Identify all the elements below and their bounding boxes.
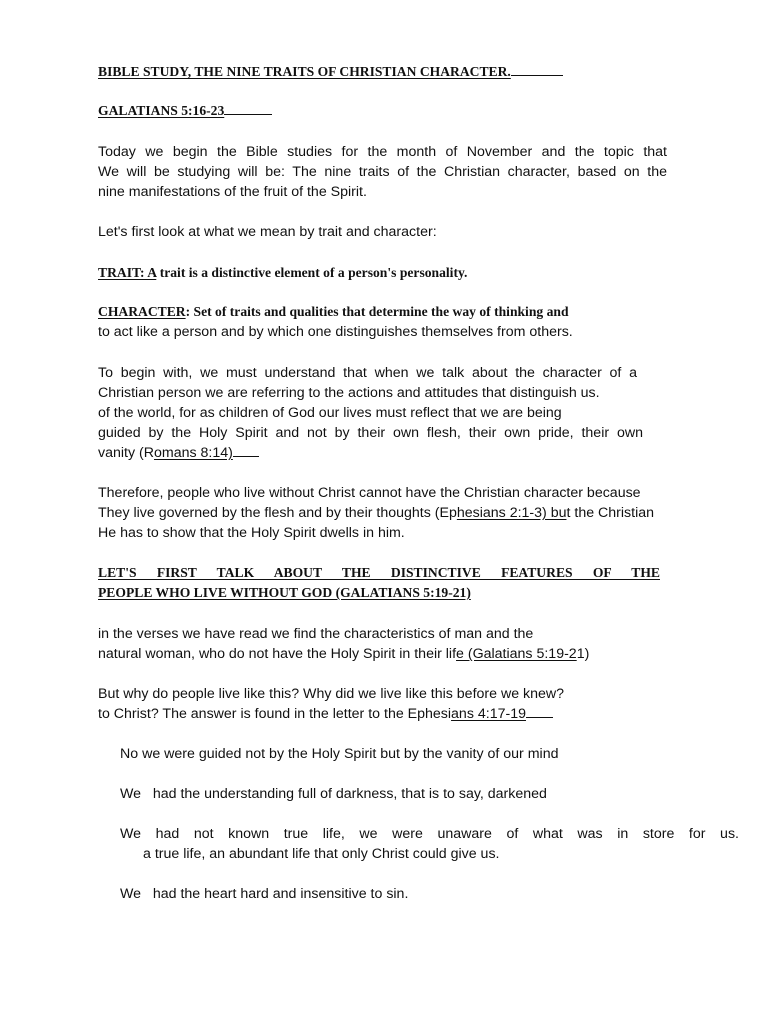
ephesians-2-reference: hesians 2:1-3) bu [456, 505, 567, 521]
point-3-line-1: We had not known true life, we were unaware of what was in store for us. [120, 826, 739, 842]
verses-line-2-post: 1) [576, 646, 590, 662]
point-3-line-2: a true life, an abundant life that only Christ could give us. [143, 846, 500, 862]
trait-definition [98, 263, 467, 283]
therefore-line-2 [98, 503, 654, 523]
begin-line-5-text: vanity (R [98, 445, 154, 461]
features-heading-line-2: PEOPLE WHO LIVE WITHOUT GOD (GALATIANS 5:19-21) [98, 585, 471, 600]
document-title: BIBLE STUDY, THE NINE TRAITS OF CHRISTIAN CHARACTER. [98, 64, 511, 79]
point-1: No we were guided not by the Holy Spirit but by the vanity of our mind [120, 746, 559, 762]
therefore-line-3: He has to show that the Holy Spirit dwells in him. [98, 525, 405, 541]
ephesians-4-reference: ans 4:17-19 [451, 706, 526, 722]
galatians-reference: e (Galatians 5:19-2 [456, 646, 577, 662]
therefore-line-1: Therefore, people who live without Christ cannot have the Christian character because [98, 485, 641, 501]
scripture-reference-line [98, 101, 272, 121]
why-line-2-pre: to Christ? The answer is found in the letter to the Ephesi [98, 706, 452, 722]
therefore-line-2-post: t the Christian [566, 505, 655, 521]
character-definition-text: : Set of traits and qualities that determine the way of thinking and [185, 304, 569, 319]
point-4: We had the heart hard and insensitive to sin. [120, 886, 409, 902]
therefore-line-2-pre: They live governed by the flesh and by their thoughts (Ep [98, 505, 457, 521]
point-2: We had the understanding full of darkness, that is to say, darkened [120, 786, 547, 802]
begin-line-5 [98, 443, 259, 463]
character-definition [98, 302, 569, 322]
intro-line-2: We will be studying will be: The nine traits of the Christian character, based on the [98, 164, 667, 180]
verses-line-2 [98, 644, 589, 664]
character-continuation: to act like a person and by which one distinguishes themselves from others. [98, 324, 573, 340]
features-heading-line-1: LET'S FIRST TALK ABOUT THE DISTINCTIVE FEATURES OF THE [98, 565, 660, 580]
romans-reference: omans 8:14) [153, 445, 233, 461]
intro-line-1: Today we begin the Bible studies for the month of November and the topic that [98, 144, 667, 160]
scripture-reference: GALATIANS 5:16-23 [98, 103, 225, 118]
begin-line-4: guided by the Holy Spirit and not by their own flesh, their own pride, their own [98, 425, 643, 441]
begin-line-3: of the world, for as children of God our lives must reflect that we are being [98, 405, 562, 421]
why-line-2 [98, 704, 553, 724]
document-title-line [98, 62, 563, 82]
begin-line-2: Christian person we are referring to the actions and attitudes that distinguish us. [98, 385, 600, 401]
character-term: CHARACTER [98, 304, 186, 319]
trait-definition-text: trait is a distinctive element of a person's personality. [156, 265, 468, 280]
why-line-1: But why do people live like this? Why did we live like this before we knew? [98, 686, 565, 702]
trait-term: TRAIT: A [98, 265, 157, 280]
verses-line-1: in the verses we have read we find the characteristics of man and the [98, 626, 534, 642]
first-look-line: Let's first look at what we mean by trait and character: [98, 224, 437, 240]
begin-line-1: To begin with, we must understand that when we talk about the character of a [98, 365, 637, 381]
verses-line-2-pre: natural woman, who do not have the Holy Spirit in their lif [98, 646, 457, 662]
intro-line-3: nine manifestations of the fruit of the Spirit. [98, 184, 367, 200]
